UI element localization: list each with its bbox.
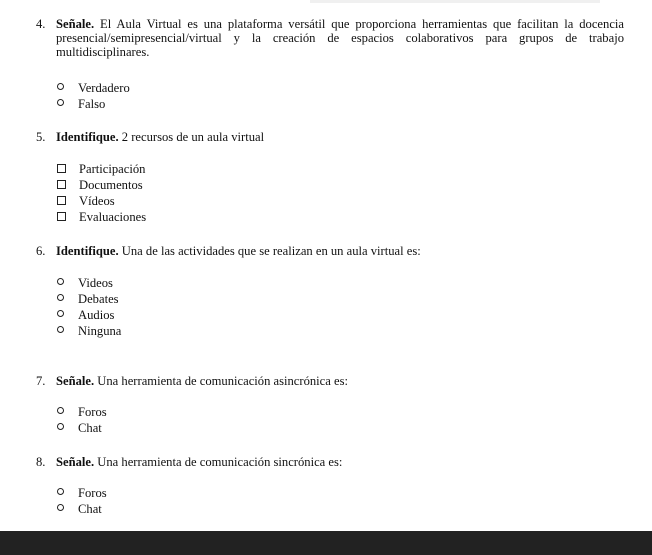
question-text: [56, 17, 624, 59]
radio-circle-icon[interactable]: [57, 326, 64, 333]
option-label: Falso: [78, 97, 106, 111]
question-label: Identifique.: [56, 130, 119, 144]
option-label: Videos: [78, 276, 113, 290]
question-text: [56, 455, 624, 469]
radio-circle-icon[interactable]: [57, 488, 64, 495]
option-label: Foros: [78, 486, 107, 500]
option-radio[interactable]: [56, 420, 102, 436]
bottom-bar: [0, 531, 652, 555]
question-number: 4.: [36, 17, 46, 31]
option-checkbox[interactable]: [56, 161, 145, 177]
question-6: [36, 244, 624, 258]
question-label: Identifique.: [56, 244, 119, 258]
question-label: Señale.: [56, 455, 95, 469]
option-checkbox[interactable]: [56, 209, 146, 225]
option-label: Verdadero: [78, 81, 130, 95]
option-checkbox[interactable]: [56, 177, 143, 193]
question-body: 2 recursos de un aula virtual: [118, 130, 265, 144]
option-label: Vídeos: [79, 194, 115, 208]
option-radio[interactable]: [56, 501, 102, 517]
option-label: Documentos: [79, 178, 143, 192]
option-label: Ninguna: [78, 324, 122, 338]
option-radio[interactable]: [56, 307, 114, 323]
question-body: Una herramienta de comunicación asincrónica es:: [94, 374, 349, 388]
radio-circle-icon[interactable]: [57, 99, 64, 106]
question-body: El Aula Virtual es una plataforma versátil que proporciona herramientas que facilitan la docencia presencial/semipresencial/virtual y la creación de espacios colaborativos para grupos de trabajo multidisciplinares.: [56, 17, 624, 59]
question-number: 8.: [36, 455, 46, 469]
top-strip: [310, 0, 600, 3]
question-7: [36, 374, 624, 388]
option-label: Chat: [78, 502, 102, 516]
radio-circle-icon[interactable]: [57, 504, 64, 511]
question-body: Una herramienta de comunicación sincrónica es:: [94, 455, 343, 469]
question-number: 5.: [36, 130, 46, 144]
radio-circle-icon[interactable]: [57, 407, 64, 414]
option-label: Participación: [79, 162, 146, 176]
option-radio[interactable]: [56, 291, 119, 307]
option-checkbox[interactable]: [56, 193, 115, 209]
question-text: [56, 374, 624, 388]
option-radio[interactable]: [56, 80, 130, 96]
option-label: Foros: [78, 405, 107, 419]
option-label: Audios: [78, 308, 115, 322]
radio-circle-icon[interactable]: [57, 310, 64, 317]
radio-circle-icon[interactable]: [57, 294, 64, 301]
question-number: 7.: [36, 374, 46, 388]
question-5: [36, 130, 624, 144]
option-radio[interactable]: [56, 275, 113, 291]
option-radio[interactable]: [56, 96, 105, 112]
option-radio[interactable]: [56, 323, 121, 339]
question-body: Una de las actividades que se realizan en un aula virtual es:: [118, 244, 421, 258]
question-8: [36, 455, 624, 469]
option-label: Evaluaciones: [79, 210, 147, 224]
checkbox-icon[interactable]: [57, 164, 66, 173]
question-text: [56, 130, 624, 144]
radio-circle-icon[interactable]: [57, 83, 64, 90]
question-label: Señale.: [56, 17, 95, 31]
option-label: Debates: [78, 292, 119, 306]
option-radio[interactable]: [56, 404, 107, 420]
radio-circle-icon[interactable]: [57, 278, 64, 285]
checkbox-icon[interactable]: [57, 212, 66, 221]
question-label: Señale.: [56, 374, 95, 388]
option-radio[interactable]: [56, 485, 107, 501]
checkbox-icon[interactable]: [57, 196, 66, 205]
question-4: [36, 17, 624, 59]
question-number: 6.: [36, 244, 46, 258]
radio-circle-icon[interactable]: [57, 423, 64, 430]
checkbox-icon[interactable]: [57, 180, 66, 189]
question-text: [56, 244, 624, 258]
option-label: Chat: [78, 421, 102, 435]
